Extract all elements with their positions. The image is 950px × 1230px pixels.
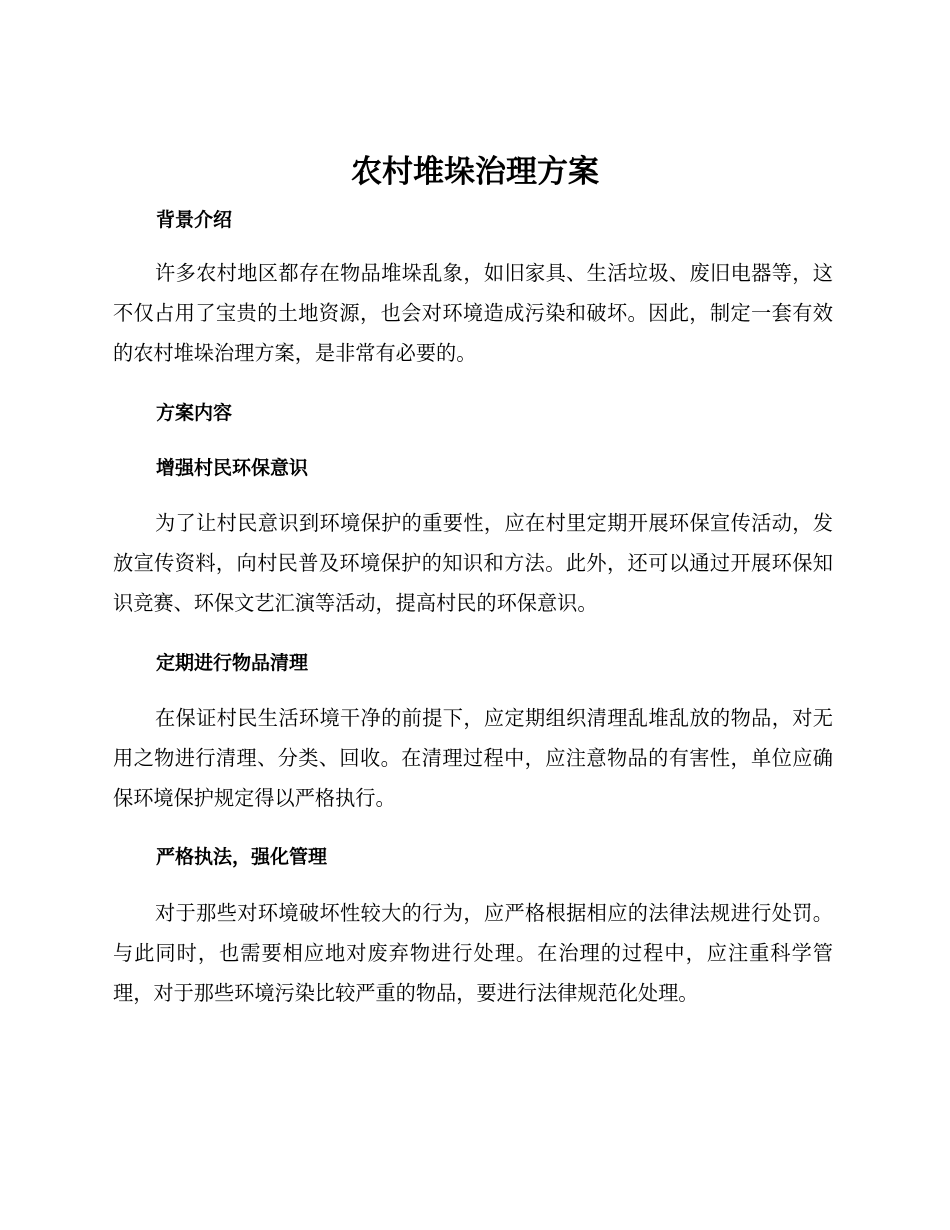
section-heading-awareness: 增强村民环保意识 [156, 457, 309, 479]
section-paragraph-enforcement: 对于那些对环境破坏性较大的行为，应严格根据相应的法律法规进行处罚。与此同时，也需要相应地对废弃物进行处理。在治理的过程中，应注重科学管理，对于那些环境污染比较严重的物品，要进行法律规范化处理。 [113, 901, 833, 1005]
section-heading-cleanup: 定期进行物品清理 [156, 652, 309, 674]
document-title: 农村堆垛治理方案 [351, 154, 599, 190]
section-paragraph-cleanup: 在保证村民生活环境干净的前提下，应定期组织清理乱堆乱放的物品，对无用之物进行清理、分类、回收。在清理过程中，应注意物品的有害性，单位应确保环境保护规定得以严格执行。 [113, 706, 833, 810]
section-paragraph-background: 许多农村地区都存在物品堆垛乱象，如旧家具、生活垃圾、废旧电器等，这不仅占用了宝贵的土地资源，也会对环境造成污染和破坏。因此，制定一套有效的农村堆垛治理方案，是非常有必要的。 [113, 261, 833, 365]
section-paragraph-awareness: 为了让村民意识到环境保护的重要性，应在村里定期开展环保宣传活动，发放宣传资料，向村民普及环境保护的知识和方法。此外，还可以通过开展环保知识竞赛、环保文艺汇演等活动，提高村民的环保意识。 [113, 511, 833, 615]
section-heading-plan-content: 方案内容 [156, 402, 233, 424]
section-heading-background: 背景介绍 [156, 209, 233, 231]
section-heading-enforcement: 严格执法，强化管理 [156, 846, 328, 868]
